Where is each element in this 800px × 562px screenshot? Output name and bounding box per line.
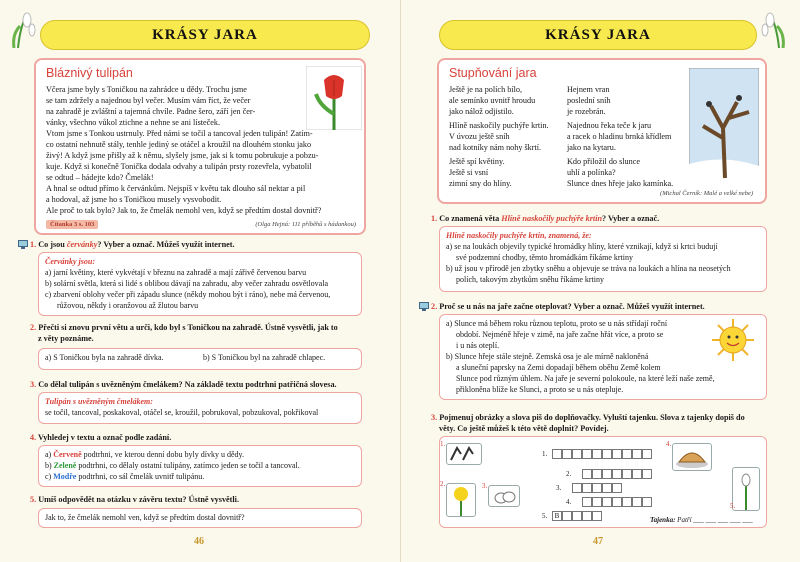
poem-stanza: Kdo přiložil do slunce uhlí a polínka? Slunce dnes hřeje jako kamínka. bbox=[567, 157, 674, 189]
crossword-cell[interactable] bbox=[592, 511, 602, 521]
answer-box-4 bbox=[38, 445, 362, 487]
poem-stanza: Najednou řeka teče k jaru a racek o hladinu brnká křídlem jako na kytaru. bbox=[567, 121, 672, 153]
row-number: 1. bbox=[542, 450, 548, 458]
option-a[interactable]: a) jarní květiny, které vykvétají v březnu na zahradě a mají zářivě červenou barvu bbox=[45, 268, 307, 277]
answer-heading: Tulipán s uvězněným čmelákem: bbox=[45, 397, 153, 406]
option-c[interactable]: c) zbarvení oblohy večer při západu slunce (někdy mohou být i ráno), nebe má červenou, bbox=[45, 290, 331, 299]
story-line: se odtud – hádejte kdo? Čmelák! bbox=[46, 173, 154, 182]
snowdrop-icon bbox=[733, 468, 759, 510]
option-b-cont: polích, takovým zbytkům sněhu říkáme krtiny bbox=[456, 275, 604, 284]
crossword-box bbox=[439, 436, 767, 528]
option-c-cont: růžovou, někdy i oranžovou až žlutou barvu bbox=[57, 301, 199, 310]
option-a-cont: své podzemní chodby, těmto hromádkám říkáme krtiny bbox=[456, 253, 633, 262]
row-number: 4. bbox=[566, 498, 572, 506]
answer-heading: Červánky jsou: bbox=[45, 257, 95, 266]
crossword-cell[interactable] bbox=[612, 497, 622, 507]
tajenka-line[interactable]: Tajenka: Patří ___ ___ ___ ___ ___ bbox=[650, 516, 753, 524]
crossword-cell-given: B bbox=[552, 511, 562, 521]
picture-number: 1. bbox=[440, 440, 446, 448]
option-a[interactable]: a) S Toničkou byla na zahradě dívka. bbox=[45, 353, 164, 362]
crossword-cell[interactable] bbox=[622, 497, 632, 507]
sun-icon bbox=[708, 319, 758, 361]
crossword-cell[interactable] bbox=[632, 449, 642, 459]
dandelion-icon bbox=[447, 484, 475, 516]
crossword-cell[interactable] bbox=[582, 497, 592, 507]
answer-box-1 bbox=[38, 252, 362, 316]
option-b-cont: přikloněna blíže ke Slunci, a proto se u nás otepluje. bbox=[456, 385, 624, 394]
picture-1 bbox=[446, 443, 482, 465]
picture-number: 2. bbox=[440, 480, 446, 488]
story-line: Včera jsme byly s Toničkou na zahrádce u dědy. Trochu jsme bbox=[46, 85, 247, 94]
story-title: Bláznivý tulipán bbox=[46, 66, 133, 80]
crossword-cell[interactable] bbox=[622, 469, 632, 479]
crossword-cell[interactable] bbox=[602, 497, 612, 507]
crossword-cell[interactable] bbox=[612, 469, 622, 479]
page-47 bbox=[400, 0, 800, 562]
task-a[interactable]: a) Červeně podtrhni, ve kterou denní dobu byly dívky u dědy. bbox=[45, 450, 245, 459]
winter-tree-illustration bbox=[689, 68, 759, 186]
story-line: a hodoval, až jsme ho s Toničkou musely vysvobodit. bbox=[46, 195, 222, 204]
answer-box-3 bbox=[38, 392, 362, 424]
page-banner: KRÁSY JARA bbox=[439, 20, 757, 50]
poem-stanza: Ještě spí květiny. Ještě si vsní zimní sny do hlíny. bbox=[449, 157, 512, 189]
question-4: 4. Vyhledej v textu a označ podle zadání. bbox=[30, 433, 172, 442]
crossword-cell[interactable] bbox=[592, 449, 602, 459]
crossword-cell[interactable] bbox=[562, 449, 572, 459]
answer-5-text: Jak to, že čmelák nemohl ven, když se předtím dostal dovnitř? bbox=[45, 513, 245, 522]
crossword-cell[interactable] bbox=[602, 449, 612, 459]
crossword-cell[interactable] bbox=[612, 483, 622, 493]
option-b[interactable]: b) Slunce hřeje stále stejně. Zemská osa je ale mírně nakloněná bbox=[446, 352, 649, 361]
crossword-cell[interactable] bbox=[572, 483, 582, 493]
textbook-badge: Čítanka 3 s. 103 bbox=[46, 220, 98, 229]
story-line: se tam zdržely a najednou byl večer. Musím vám říct, že večer bbox=[46, 96, 251, 105]
question-3: 3. Pojmenuj obrázky a slova piš do doplňovačky. Vyluští tajenku. Slova z tajenky dopiš do věty. Co ještě můžeš k této větě doplnit? Povídej. bbox=[431, 413, 745, 433]
story-box bbox=[34, 58, 366, 235]
computer-icon bbox=[419, 302, 429, 311]
answer-heading: Hlíně naskočily puchýře krtin, znamená, že: bbox=[446, 231, 592, 240]
picture-3 bbox=[488, 485, 520, 507]
crossword-cell[interactable] bbox=[642, 497, 652, 507]
question-2: 2. Přečti si znovu první větu a urči, kdo byl s Toničkou na zahradě. Ústně vysvětli, jak to z věty poznáme. bbox=[30, 323, 338, 343]
crossword-cell[interactable] bbox=[582, 449, 592, 459]
page-number: 46 bbox=[194, 536, 204, 547]
option-a-cont: období. Nejméně hřeje v zimě, na jaře začne hřát více, a proto se bbox=[456, 330, 664, 339]
crossword-cell[interactable] bbox=[632, 469, 642, 479]
story-line: vánky, všechno vůkol ztichne a nehne se ani lísteček. bbox=[46, 118, 221, 127]
crossword-cell[interactable] bbox=[592, 483, 602, 493]
option-a[interactable]: a) se na loukách objevily typické hromádky hlíny, které vznikají, když si krtci budují bbox=[446, 242, 718, 251]
answer-box-2 bbox=[38, 348, 362, 370]
story-line: kuje. Když si konečně Tonička dodala odvahy a tulipán prsty rozevřela, vybatolil bbox=[46, 162, 312, 171]
row-number: 2. bbox=[566, 470, 572, 478]
poem-title: Stupňování jara bbox=[449, 66, 537, 80]
poem-stanza: Hlíně naskočily puchýře krtin. V úvozu ještě sníh nad kotníky nám nohy škrtí. bbox=[449, 121, 549, 153]
option-a[interactable]: a) Slunce má během roku různou teplotu, proto se u nás střídají roční bbox=[446, 319, 668, 328]
option-b-cont: a sluneční paprsky na Zemi dopadají během oběhu Země kolem bbox=[456, 363, 661, 372]
picture-number: 4. bbox=[666, 440, 672, 448]
crossword-cell[interactable] bbox=[582, 469, 592, 479]
option-b-cont: Slunce pod různým úhlem. Na jaře je severní polokoule, na které leží naše země, bbox=[456, 374, 715, 383]
story-line: A hnal se odtud přímo k červánkům. Nejspíš v květu tak dlouho sál nektar a pil bbox=[46, 184, 306, 193]
crossword-cell[interactable] bbox=[592, 469, 602, 479]
story-line: Vtom jsme s Tonkou ustrnuly. Před námi se točil a tancoval jeden tulipán! Zatím- bbox=[46, 129, 313, 138]
question-2: 2. Proč se u nás na jaře začne oteplovat? Vyber a označ. Můžeš využít internet. bbox=[431, 302, 705, 311]
row-number: 3. bbox=[556, 484, 562, 492]
crossword-cell[interactable] bbox=[572, 511, 582, 521]
snowdrop-icon bbox=[8, 8, 38, 48]
crossword-cell[interactable] bbox=[642, 469, 652, 479]
story-line: živý! A když jsme přišly až k němu, slyšely jsme, jak si k tomu pobrukuje a pobzu- bbox=[46, 151, 319, 160]
poem-stanza: Ještě je na polích bílo, ale semínko uvnitř hroudu jako nálož odjistilo. bbox=[449, 85, 536, 117]
page-banner: KRÁSY JARA bbox=[40, 20, 370, 50]
task-c[interactable]: c) Modře podtrhni, co sál čmelák uvnitř tulipánu. bbox=[45, 472, 205, 481]
question-1: 1. Co znamená věta Hlíně naskočily puchýře krtin? Vyber a označ. bbox=[431, 214, 660, 223]
story-line: Ale proč to tak bylo? Jak to, že čmelák nemohl ven, když se předtím dostal dovnitř? bbox=[46, 206, 322, 215]
crossword-cell[interactable] bbox=[622, 449, 632, 459]
story-line: co ostatní nehnutě stály, tenhle jediný se otáčel a kroužil na dlouhém stonku jako bbox=[46, 140, 312, 149]
picture-number: 5. bbox=[730, 502, 736, 510]
crossword-cell[interactable] bbox=[602, 483, 612, 493]
eggs-icon bbox=[489, 486, 519, 506]
picture-4 bbox=[672, 443, 712, 471]
option-b[interactable]: b) už jsou v přírodě jen zbytky sněhu a objevuje se tráva na loukách a hlína na neosetých bbox=[446, 264, 731, 273]
tulip-illustration bbox=[306, 66, 362, 130]
option-b[interactable]: b) S Toničkou byl na zahradě chlapec. bbox=[203, 353, 326, 362]
poem-box bbox=[437, 58, 767, 204]
question-3: 3. Co dělal tulipán s uvězněným čmelákem? Na základě textu podtrhni patřičná slovesa. bbox=[30, 380, 337, 389]
crossword-cell[interactable] bbox=[552, 449, 562, 459]
crossword-cell[interactable] bbox=[642, 449, 652, 459]
question-1: 1. Co jsou červánky? Vyber a označ. Můžeš využít internet. bbox=[30, 240, 235, 249]
crossword-cell[interactable] bbox=[572, 449, 582, 459]
answer-box-1 bbox=[439, 226, 767, 292]
crossword-cell[interactable] bbox=[582, 511, 592, 521]
row-number: 5. bbox=[542, 512, 548, 520]
task-b[interactable]: b) Zeleně podtrhni, co dělaly ostatní tulipány, zatímco jeden se točil a tancoval. bbox=[45, 461, 300, 470]
crossword-cell[interactable] bbox=[612, 449, 622, 459]
poem-stanza: Hejnem vran poslední sníh je rozebrán. bbox=[567, 85, 611, 117]
easter-cake-icon bbox=[673, 444, 711, 470]
picture-5 bbox=[732, 467, 760, 511]
crossword-cell[interactable] bbox=[592, 497, 602, 507]
crossword-cell[interactable] bbox=[582, 483, 592, 493]
snowdrop-icon bbox=[759, 8, 789, 48]
answer-box-2 bbox=[439, 314, 767, 400]
crossword-cell[interactable] bbox=[562, 511, 572, 521]
question-5: 5. Umíš odpovědět na otázku v závěru textu? Ústně vysvětli. bbox=[30, 495, 239, 504]
crossword-cell[interactable] bbox=[632, 497, 642, 507]
verb-list[interactable]: se točil, tancoval, poskakoval, otáčel se, kroužil, pobrukoval, pobzukoval, pokřikoval bbox=[45, 408, 319, 417]
page-number: 47 bbox=[593, 536, 603, 547]
option-b[interactable]: b) solární světla, která si lidé s oblibou dávají na zahradu, aby večer zahradu osvětlovala bbox=[45, 279, 329, 288]
story-line: na zahradě je zvláštní a tajemná chvíle. Padne šero, září jen čer- bbox=[46, 107, 256, 116]
poem-source: (Michal Černík: Malé a velké nebe) bbox=[660, 190, 753, 197]
answer-box-5[interactable] bbox=[38, 508, 362, 528]
story-source: (Olga Hejná: 111 příběhů s hádankou) bbox=[255, 221, 356, 228]
birds-icon bbox=[447, 444, 481, 464]
crossword-cell[interactable] bbox=[602, 469, 612, 479]
picture-2 bbox=[446, 483, 476, 517]
picture-number: 3. bbox=[482, 482, 488, 490]
option-a-cont: i u nás oteplí. bbox=[456, 341, 500, 350]
computer-icon bbox=[18, 240, 28, 249]
